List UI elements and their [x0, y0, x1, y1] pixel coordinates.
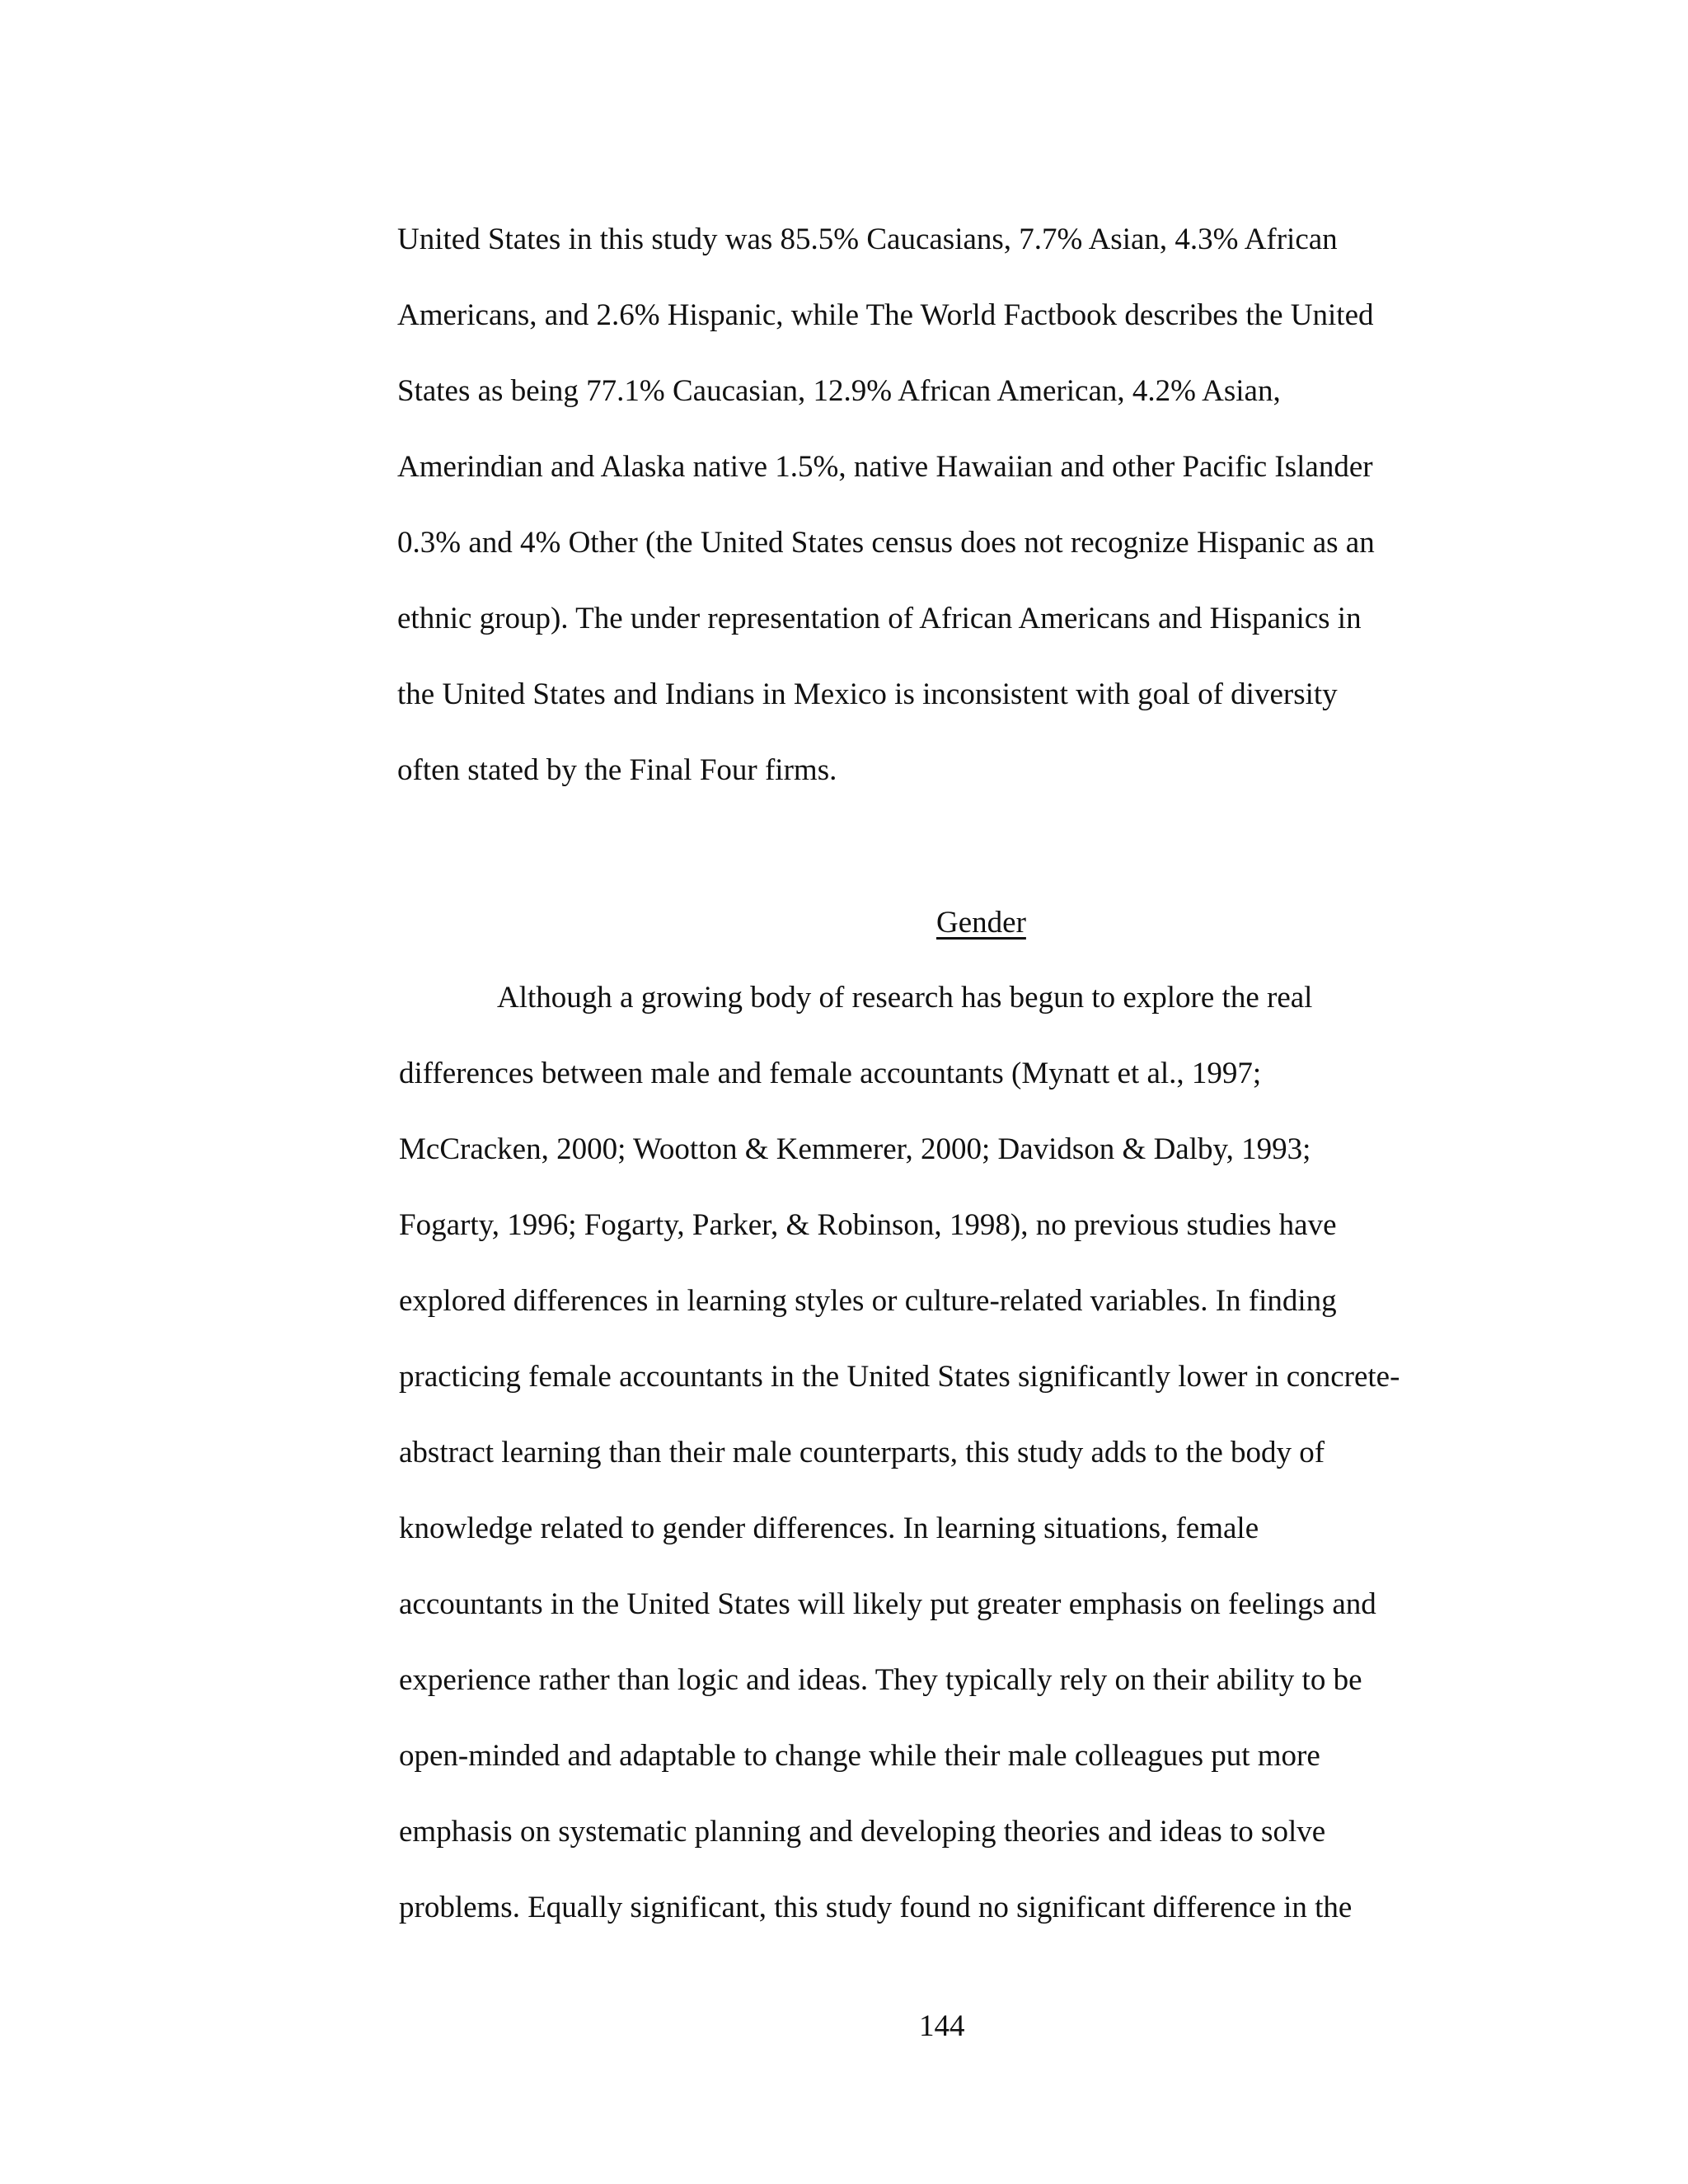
text-line: accountants in the United States will likely put greater emphasis on feelings and	[399, 1587, 1376, 1621]
section-heading-gender: Gender	[936, 906, 1026, 940]
text-line: knowledge related to gender differences. In learning situations, female	[399, 1511, 1259, 1545]
text-line: often stated by the Final Four firms.	[397, 753, 837, 787]
text-line: Although a growing body of research has begun to explore the real	[497, 981, 1313, 1015]
text-line: practicing female accountants in the United States significantly lower in concrete-	[399, 1360, 1400, 1394]
text-line: Amerindian and Alaska native 1.5%, native Hawaiian and other Pacific Islander	[397, 450, 1373, 484]
text-line: Americans, and 2.6% Hispanic, while The World Factbook describes the United	[397, 298, 1374, 332]
text-line: McCracken, 2000; Wootton & Kemmerer, 2000; Davidson & Dalby, 1993;	[399, 1132, 1311, 1166]
text-line: experience rather than logic and ideas. They typically rely on their ability to be	[399, 1663, 1362, 1697]
text-line: Fogarty, 1996; Fogarty, Parker, & Robinson, 1998), no previous studies have	[399, 1208, 1337, 1242]
text-line: problems. Equally significant, this study found no significant difference in the	[399, 1891, 1353, 1924]
text-line: ethnic group). The under representation of African Americans and Hispanics in	[397, 602, 1362, 635]
text-line: explored differences in learning styles or culture-related variables. In finding	[399, 1284, 1337, 1318]
text-line: 0.3% and 4% Other (the United States census does not recognize Hispanic as an	[397, 526, 1375, 560]
text-line: States as being 77.1% Caucasian, 12.9% African American, 4.2% Asian,	[397, 374, 1281, 408]
text-line: open-minded and adaptable to change while their male colleagues put more	[399, 1739, 1320, 1773]
text-line: the United States and Indians in Mexico is inconsistent with goal of diversity	[397, 677, 1338, 711]
text-line: emphasis on systematic planning and developing theories and ideas to solve	[399, 1815, 1326, 1849]
text-line: United States in this study was 85.5% Caucasians, 7.7% Asian, 4.3% African	[397, 223, 1338, 256]
page-number: 144	[919, 2009, 965, 2043]
text-line: differences between male and female accountants (Mynatt et al., 1997;	[399, 1057, 1262, 1090]
text-line: abstract learning than their male counterparts, this study adds to the body of	[399, 1436, 1325, 1469]
